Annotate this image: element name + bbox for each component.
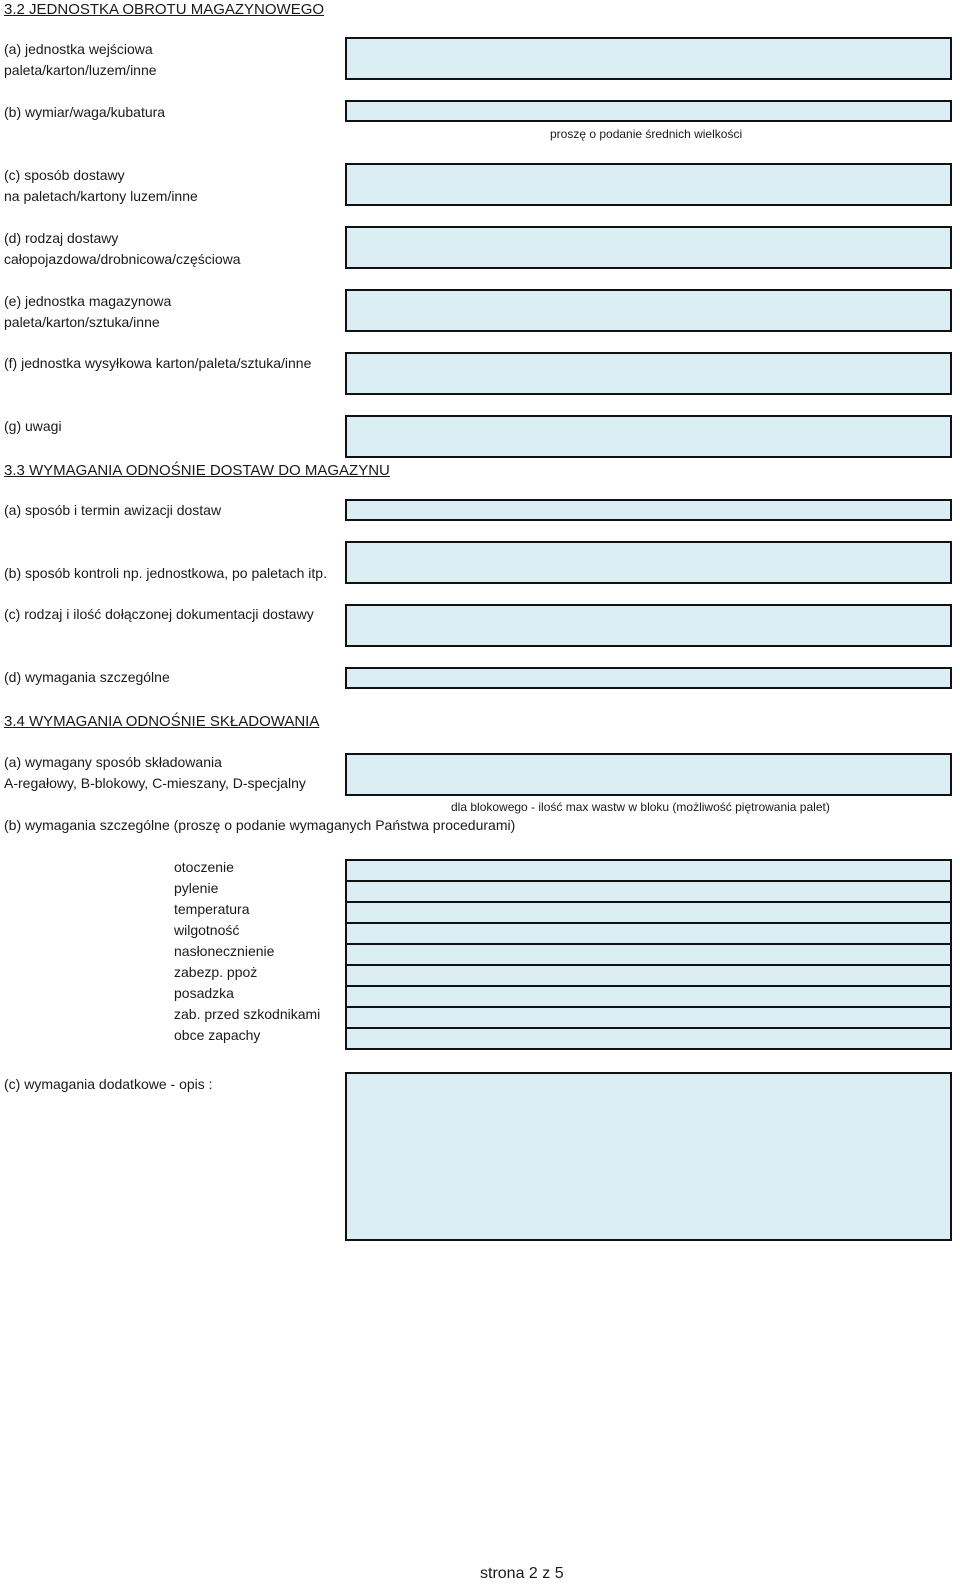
field-additional-requirements[interactable] <box>345 1072 952 1241</box>
field-dimensions[interactable] <box>345 100 952 122</box>
label-e-storage-unit-options: paleta/karton/sztuka/inne <box>4 314 160 330</box>
field-shipping-unit[interactable] <box>345 352 952 395</box>
field-remarks[interactable] <box>345 415 952 458</box>
field-notification[interactable] <box>345 499 952 521</box>
field-condition-7[interactable] <box>345 1006 952 1029</box>
field-delivery-method[interactable] <box>345 163 952 206</box>
field-condition-0[interactable] <box>345 859 952 882</box>
label-d-special-requirements: (d) wymagania szczególne <box>4 669 170 685</box>
condition-label-1: pylenie <box>174 880 219 896</box>
label-c-additional-requirements: (c) wymagania dodatkowe - opis : <box>4 1076 213 1092</box>
note-block-storage: dla blokowego - ilość max wastw w bloku (możliwość piętrowania palet) <box>451 800 830 814</box>
condition-label-4: nasłonecznienie <box>174 943 275 959</box>
field-condition-8[interactable] <box>345 1027 952 1050</box>
page-number: strona 2 z 5 <box>480 1565 564 1582</box>
section-heading-3-4: 3.4 WYMAGANIA ODNOŚNIE SKŁADOWANIA <box>4 713 320 730</box>
condition-label-2: temperatura <box>174 901 250 917</box>
field-condition-2[interactable] <box>345 901 952 924</box>
field-condition-6[interactable] <box>345 985 952 1008</box>
label-f-shipping-unit: (f) jednostka wysyłkowa karton/paleta/sztuka/inne <box>4 355 312 371</box>
label-d-delivery-type-options: całopojazdowa/drobnicowa/częściowa <box>4 251 241 267</box>
label-d-delivery-type: (d) rodzaj dostawy <box>4 230 119 246</box>
section-heading-3-3: 3.3 WYMAGANIA ODNOŚNIE DOSTAW DO MAGAZYNU <box>4 462 390 479</box>
field-inspection[interactable] <box>345 541 952 584</box>
condition-label-5: zabezp. ppoż <box>174 964 258 980</box>
label-b-inspection: (b) sposób kontroli np. jednostkowa, po paletach itp. <box>4 565 327 581</box>
label-a-input-unit-options: paleta/karton/luzem/inne <box>4 62 157 78</box>
label-c-delivery-method-options: na paletach/kartony luzem/inne <box>4 188 198 204</box>
field-input-unit[interactable] <box>345 37 952 80</box>
field-documentation[interactable] <box>345 604 952 647</box>
field-storage-unit[interactable] <box>345 289 952 332</box>
label-a-storage-method: (a) wymagany sposób składowania <box>4 754 222 770</box>
label-b-dimensions: (b) wymiar/waga/kubatura <box>4 104 166 120</box>
label-c-documentation: (c) rodzaj i ilość dołączonej dokumentacji dostawy <box>4 606 314 622</box>
section-heading-3-2: 3.2 JEDNOSTKA OBROTU MAGAZYNOWEGO <box>4 1 325 18</box>
label-g-remarks: (g) uwagi <box>4 418 62 434</box>
label-a-storage-method-options: A-regałowy, B-blokowy, C-mieszany, D-specjalny <box>4 775 306 791</box>
note-average-values: proszę o podanie średnich wielkości <box>550 127 743 141</box>
field-special-requirements[interactable] <box>345 667 952 689</box>
label-e-storage-unit: (e) jednostka magazynowa <box>4 293 172 309</box>
field-condition-4[interactable] <box>345 943 952 966</box>
field-condition-3[interactable] <box>345 922 952 945</box>
condition-label-7: zab. przed szkodnikami <box>174 1006 321 1022</box>
condition-label-6: posadzka <box>174 985 234 1001</box>
field-storage-method[interactable] <box>345 753 952 796</box>
field-delivery-type[interactable] <box>345 226 952 269</box>
label-c-delivery-method: (c) sposób dostawy <box>4 167 125 183</box>
condition-label-3: wilgotność <box>174 922 240 938</box>
label-a-notification: (a) sposób i termin awizacji dostaw <box>4 502 222 518</box>
field-condition-1[interactable] <box>345 880 952 903</box>
label-b-special-requirements: (b) wymagania szczególne (proszę o podanie wymaganych Państwa procedurami) <box>4 817 516 833</box>
condition-label-8: obce zapachy <box>174 1027 261 1043</box>
field-condition-5[interactable] <box>345 964 952 987</box>
label-a-input-unit: (a) jednostka wejściowa <box>4 41 153 57</box>
condition-label-0: otoczenie <box>174 859 234 875</box>
